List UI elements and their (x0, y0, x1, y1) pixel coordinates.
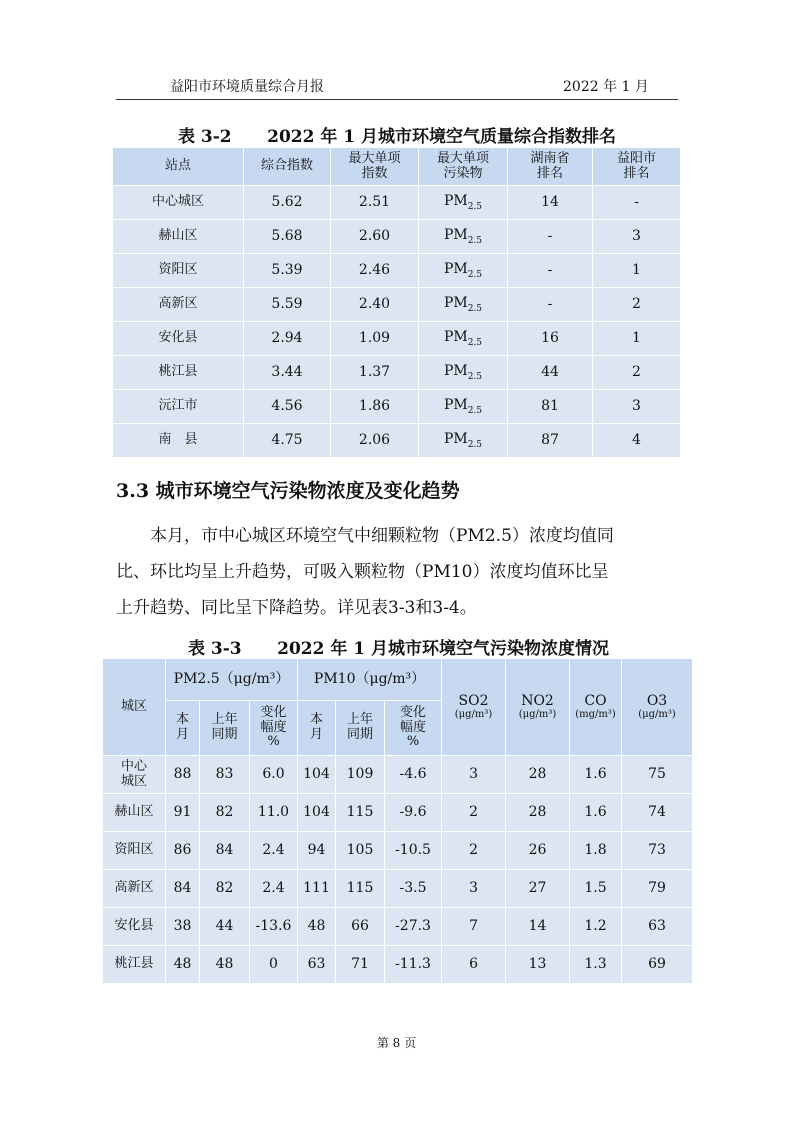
station-name: 沅江市 (113, 390, 244, 424)
table-cell: 86 (166, 832, 200, 870)
column-header: 益阳市 排名 (593, 148, 681, 186)
table-cell: 3 (442, 870, 506, 908)
table-cell: -9.6 (385, 794, 442, 832)
table-cell: 104 (298, 794, 336, 832)
table-cell: 7 (442, 908, 506, 946)
table-cell: 115 (336, 870, 385, 908)
station-name: 桃江县 (113, 356, 244, 390)
column-header: 最大单项 指数 (331, 148, 419, 186)
section-heading: 3.3 城市环境空气污染物浓度及变化趋势 (116, 480, 460, 502)
table-cell: 84 (166, 870, 200, 908)
pollutant-name: PM (443, 226, 468, 243)
table-cell: 4 (593, 424, 681, 458)
pollutant-subscript: 2.5 (467, 201, 483, 212)
table-header-row (113, 148, 681, 186)
col-city: 城区 (103, 659, 166, 756)
table2-caption: 表 3-3 2022 年 1 月城市环境空气污染物浓度情况 (188, 639, 610, 659)
table-cell: 28 (506, 756, 570, 794)
table-cell: 66 (336, 908, 385, 946)
table1-caption: 表 3-2 2022 年 1 月城市环境空气质量综合指数排名 (178, 127, 617, 147)
table-row (103, 794, 693, 832)
page-number: 第 8 页 (376, 1036, 417, 1050)
table-cell: 0 (250, 946, 298, 984)
table-cell: - (593, 186, 681, 220)
table-cell: 4.75 (244, 424, 331, 458)
header-title: 益阳市环境质量综合月报 (170, 79, 324, 95)
ranking-table (112, 147, 681, 458)
column-header: 站点 (113, 148, 244, 186)
table-cell: 1.09 (331, 322, 419, 356)
col-no2 (506, 659, 570, 756)
table-cell: 63 (298, 946, 336, 984)
pollutant-cell (419, 356, 508, 390)
table-cell: 109 (336, 756, 385, 794)
paragraph-line: 本月，市中心城区环境空气中细颗粒物（PM2.5）浓度均值同 (150, 526, 614, 546)
station-name: 中心城区 (113, 186, 244, 220)
city-name: 安化县 (103, 908, 166, 946)
table-cell: 2.51 (331, 186, 419, 220)
table-cell: 2.46 (331, 254, 419, 288)
city-name: 中心 城区 (103, 756, 166, 794)
paragraph-line: 比、环比均呈上升趋势，可吸入颗粒物（PM10）浓度均值环比呈 (116, 562, 609, 582)
col-so2-label: SO2 (458, 693, 489, 710)
table-cell: -3.5 (385, 870, 442, 908)
table-cell: 1.86 (331, 390, 419, 424)
col-co (570, 659, 622, 756)
pollutant-name: PM (443, 294, 468, 311)
table-cell: 5.62 (244, 186, 331, 220)
table-cell: 2.60 (331, 220, 419, 254)
station-name: 南 县 (113, 424, 244, 458)
table-cell: 1.6 (570, 756, 622, 794)
station-name: 安化县 (113, 322, 244, 356)
pollutant-subscript: 2.5 (467, 235, 483, 246)
pollutant-cell (419, 322, 508, 356)
table-cell: 6.0 (250, 756, 298, 794)
pollutant-name: PM (443, 260, 468, 277)
pollutant-subscript: 2.5 (467, 337, 483, 348)
table-row (113, 186, 681, 220)
city-name: 高新区 (103, 870, 166, 908)
table-cell: 1.37 (331, 356, 419, 390)
pollutant-subscript: 2.5 (467, 371, 483, 382)
table-cell: 2 (593, 356, 681, 390)
pollutant-cell (419, 220, 508, 254)
column-header: 最大单项 污染物 (419, 148, 508, 186)
table-row (113, 220, 681, 254)
table-cell: 27 (506, 870, 570, 908)
header-date: 2022 年 1 月 (563, 79, 649, 95)
table-cell: 48 (200, 946, 250, 984)
pollutant-name: PM (443, 328, 468, 345)
table-cell: 44 (200, 908, 250, 946)
table-cell: 1 (593, 254, 681, 288)
table-cell: - (508, 288, 593, 322)
table-cell: 69 (622, 946, 693, 984)
table-row (113, 254, 681, 288)
col-pm25: PM2.5（μg/m³） (166, 659, 298, 701)
city-name: 资阳区 (103, 832, 166, 870)
pollutant-cell (419, 186, 508, 220)
pollutant-name: PM (443, 430, 468, 447)
table-cell: 71 (336, 946, 385, 984)
pollutant-cell (419, 288, 508, 322)
col-pm10: PM10（μg/m³） (298, 659, 442, 701)
table-row (103, 946, 693, 984)
table-cell: 104 (298, 756, 336, 794)
table-cell: 2.94 (244, 322, 331, 356)
table-cell: 28 (506, 794, 570, 832)
table-cell: -11.3 (385, 946, 442, 984)
table-cell: 6 (442, 946, 506, 984)
table-cell: 84 (200, 832, 250, 870)
city-name: 赫山区 (103, 794, 166, 832)
column-header: 湖南省 排名 (508, 148, 593, 186)
table-cell: 1.5 (570, 870, 622, 908)
table-cell: 1.2 (570, 908, 622, 946)
table-row (113, 356, 681, 390)
pollutant-subscript: 2.5 (467, 269, 483, 280)
col-so2 (442, 659, 506, 756)
table-row (113, 390, 681, 424)
table-cell: 5.59 (244, 288, 331, 322)
sub-column-header: 变化 幅度 % (250, 701, 298, 756)
col-o3-unit: (μg/m³) (638, 709, 676, 721)
pollutant-cell (419, 390, 508, 424)
col-so2-unit: (μg/m³) (454, 709, 493, 721)
pollutant-subscript: 2.5 (467, 439, 483, 450)
sub-column-header: 上年 同期 (200, 701, 250, 756)
table-cell: 82 (200, 794, 250, 832)
table-cell: 87 (508, 424, 593, 458)
table-cell: 3 (442, 756, 506, 794)
table-cell: 1.3 (570, 946, 622, 984)
table-cell: 3 (593, 220, 681, 254)
station-name: 资阳区 (113, 254, 244, 288)
table-cell: 82 (200, 870, 250, 908)
table-cell: 1.6 (570, 794, 622, 832)
table-cell: 2.4 (250, 832, 298, 870)
table-cell: 2.06 (331, 424, 419, 458)
table-cell: - (508, 220, 593, 254)
pollutant-name: PM (443, 362, 468, 379)
table-cell: 75 (622, 756, 693, 794)
pollutant-subscript: 2.5 (467, 405, 483, 416)
table-cell: 38 (166, 908, 200, 946)
pollutant-name: PM (443, 396, 468, 413)
station-name: 赫山区 (113, 220, 244, 254)
table-cell: 115 (336, 794, 385, 832)
col-co-label: CO (584, 693, 607, 710)
table-row (113, 288, 681, 322)
table-cell: 91 (166, 794, 200, 832)
table-cell: -13.6 (250, 908, 298, 946)
table-cell: 2 (442, 832, 506, 870)
table-cell: 1.8 (570, 832, 622, 870)
table-row (103, 756, 693, 794)
table-cell: 2.4 (250, 870, 298, 908)
table-row (113, 424, 681, 458)
sub-column-header: 本 月 (166, 701, 200, 756)
header-rule (116, 99, 678, 100)
sub-column-header: 变化 幅度 % (385, 701, 442, 756)
col-o3-label: O3 (646, 693, 668, 710)
table-cell: 2 (442, 794, 506, 832)
col-no2-label: NO2 (521, 693, 554, 710)
table-cell: 48 (166, 946, 200, 984)
table-cell: 3.44 (244, 356, 331, 390)
table-row (103, 908, 693, 946)
table-cell: 5.68 (244, 220, 331, 254)
table-cell: 88 (166, 756, 200, 794)
table-cell: 105 (336, 832, 385, 870)
table-cell: 16 (508, 322, 593, 356)
sub-column-header: 本 月 (298, 701, 336, 756)
table-cell: 94 (298, 832, 336, 870)
table-cell: - (508, 254, 593, 288)
pollutant-name: PM (443, 192, 468, 209)
col-no2-unit: (μg/m³) (518, 709, 557, 721)
table-row (113, 322, 681, 356)
table-cell: -4.6 (385, 756, 442, 794)
table-cell: 3 (593, 390, 681, 424)
table-cell: 81 (508, 390, 593, 424)
table-cell: 13 (506, 946, 570, 984)
table-cell: 48 (298, 908, 336, 946)
table-cell: 1 (593, 322, 681, 356)
table-cell: 2 (593, 288, 681, 322)
column-header: 综合指数 (244, 148, 331, 186)
table-cell: 63 (622, 908, 693, 946)
table-row (103, 870, 693, 908)
sub-column-header: 上年 同期 (336, 701, 385, 756)
table-cell: -10.5 (385, 832, 442, 870)
station-name: 高新区 (113, 288, 244, 322)
table-cell: 5.39 (244, 254, 331, 288)
pollutant-subscript: 2.5 (467, 303, 483, 314)
table-row (103, 832, 693, 870)
col-o3 (622, 659, 693, 756)
col-co-unit: (mg/m³) (575, 709, 616, 721)
table-cell: 111 (298, 870, 336, 908)
pollutant-table (102, 658, 693, 984)
table-cell: 11.0 (250, 794, 298, 832)
table-cell: 79 (622, 870, 693, 908)
pollutant-cell (419, 424, 508, 458)
table-cell: 14 (506, 908, 570, 946)
table-cell: 2.40 (331, 288, 419, 322)
city-name: 桃江县 (103, 946, 166, 984)
table-cell: 74 (622, 794, 693, 832)
paragraph-line: 上升趋势、同比呈下降趋势。详见表3-3和3-4。 (116, 598, 477, 618)
table-cell: 4.56 (244, 390, 331, 424)
table-cell: 44 (508, 356, 593, 390)
table-cell: -27.3 (385, 908, 442, 946)
table-cell: 83 (200, 756, 250, 794)
pollutant-cell (419, 254, 508, 288)
table-cell: 73 (622, 832, 693, 870)
table-cell: 26 (506, 832, 570, 870)
table-cell: 14 (508, 186, 593, 220)
